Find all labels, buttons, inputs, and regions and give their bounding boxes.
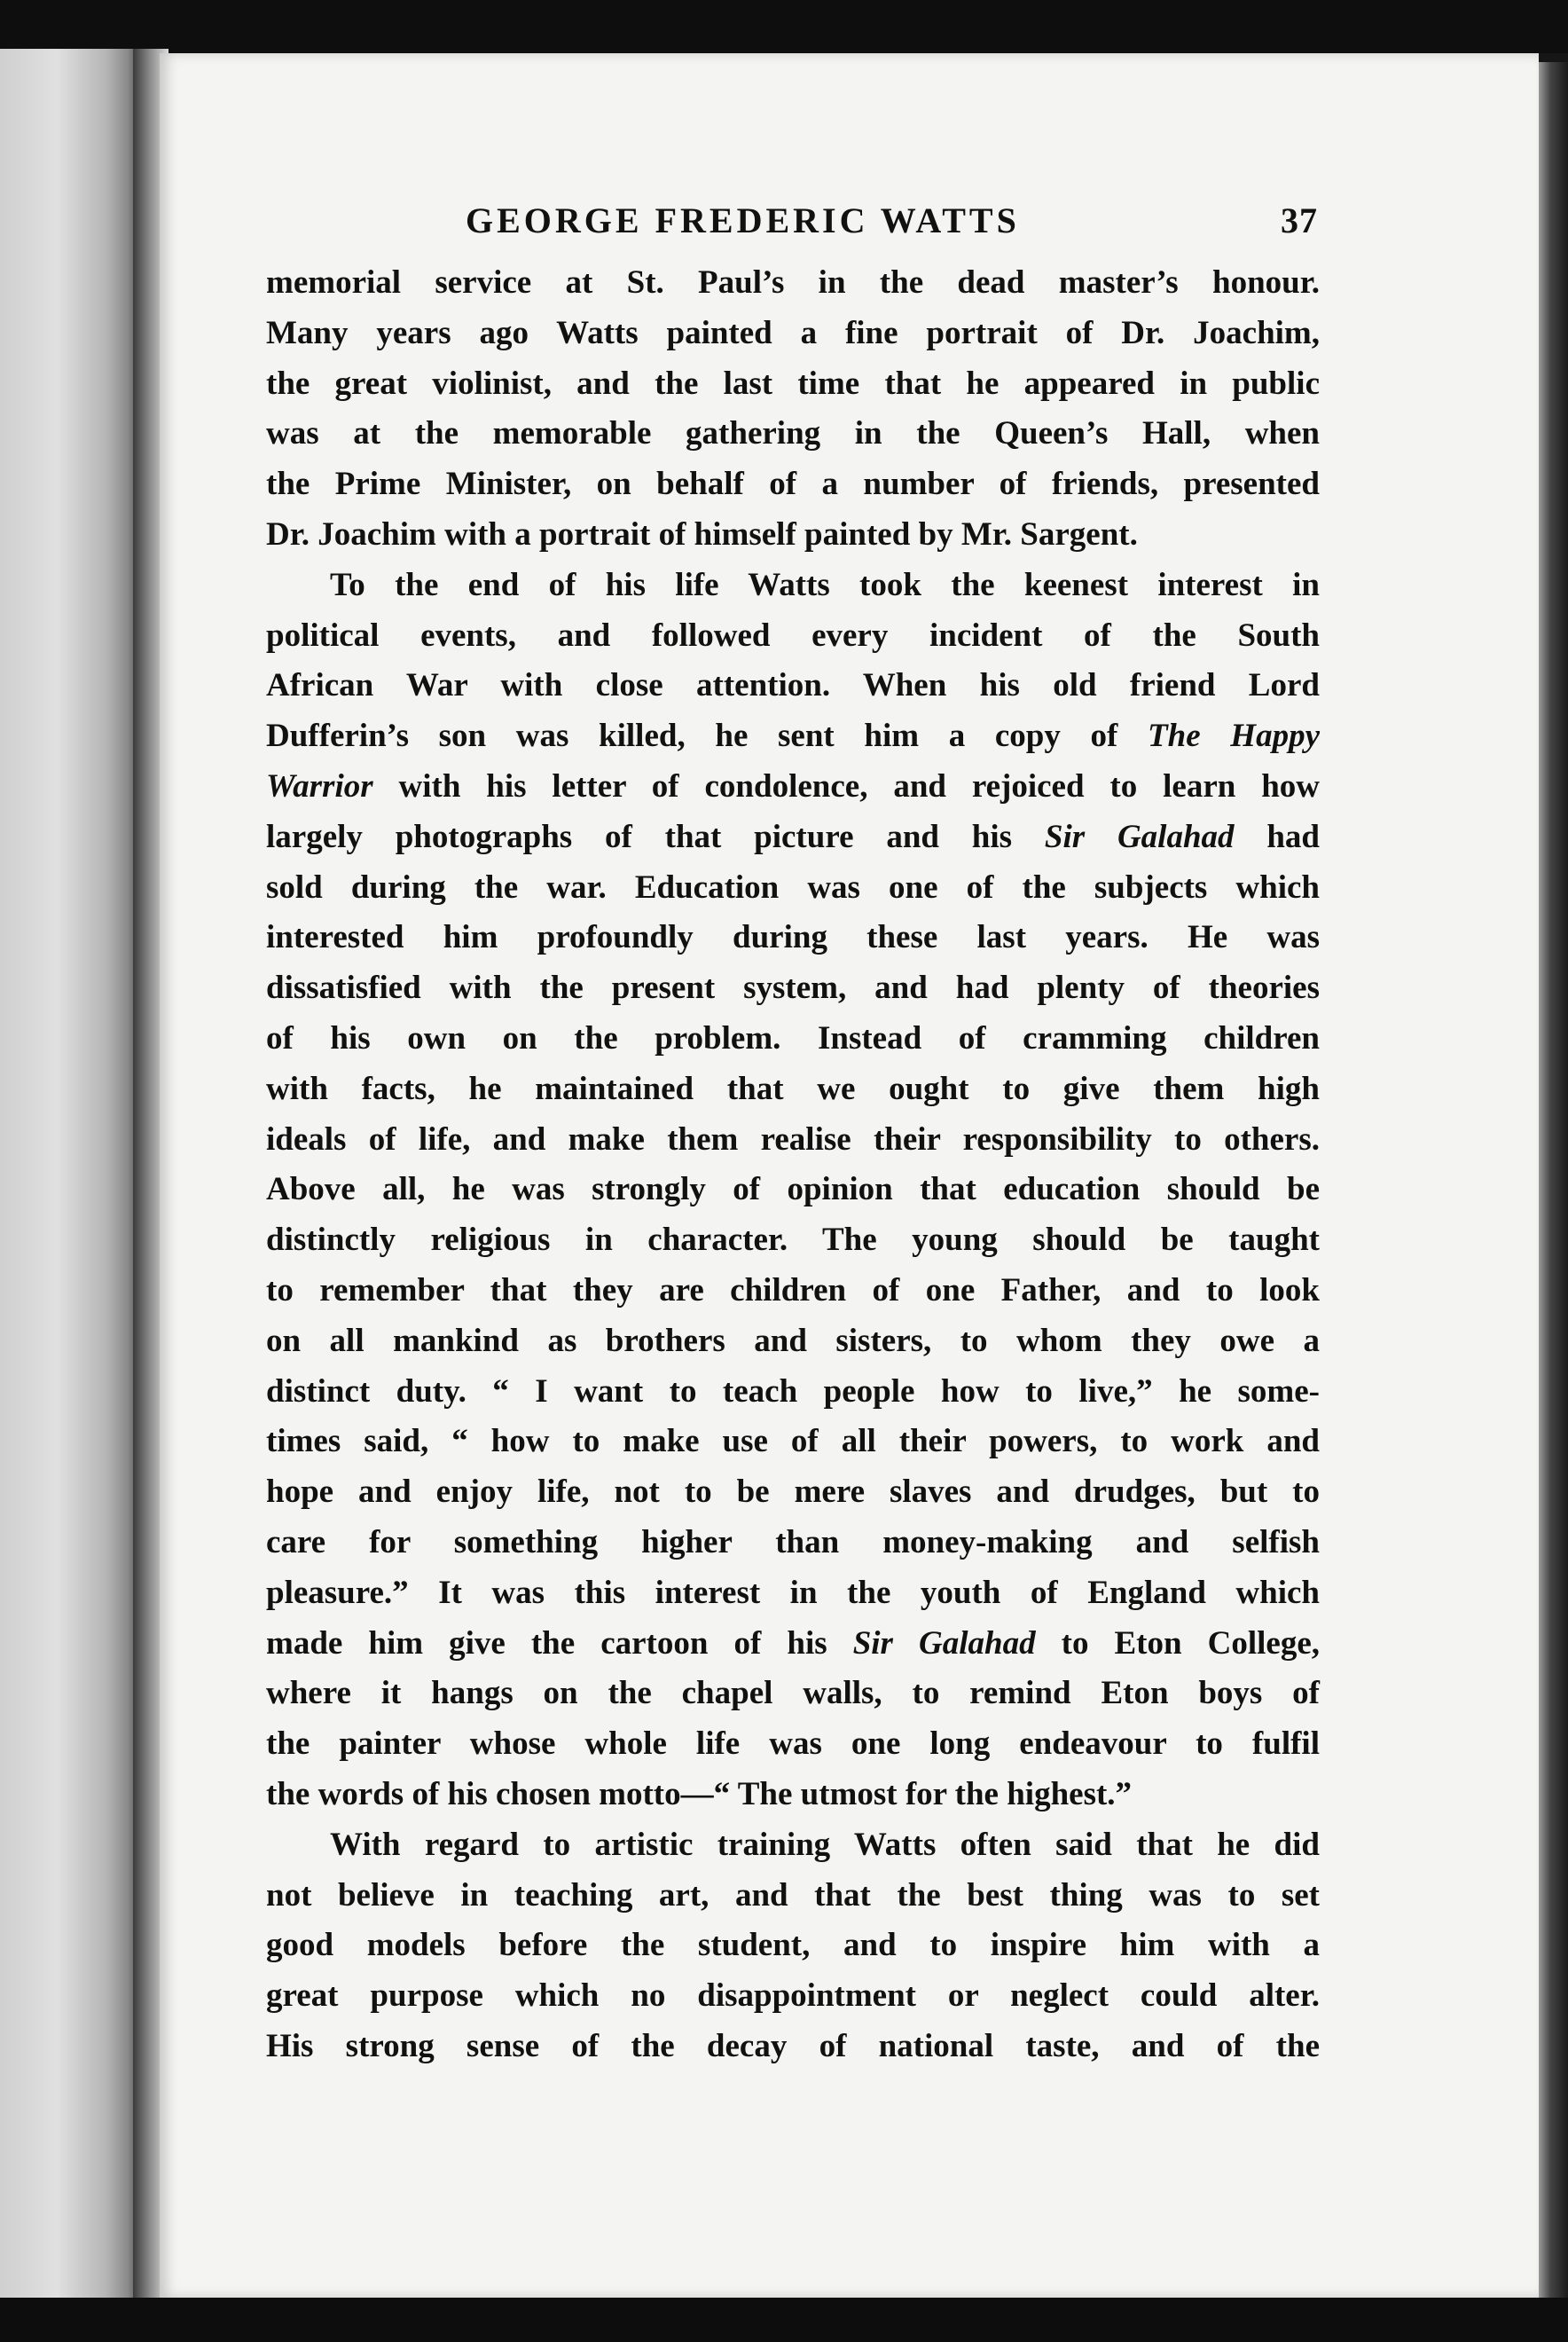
text-line: the painter whose whole life was one long endeavour to fulfil — [266, 1725, 1320, 1763]
page-edge-right — [1539, 62, 1568, 2298]
artwork-title-italic: Sir Galahad — [852, 1624, 1036, 1662]
text-line: With regard to artistic training Watts often said that he did — [330, 1826, 1320, 1863]
text-line: distinctly religious in character. The young should be taught — [266, 1222, 1320, 1259]
artwork-title-italic: Sir Galahad — [1044, 818, 1235, 855]
page-number: 37 — [1281, 200, 1318, 240]
text-line: hope and enjoy life, not to be mere slaves and drudges, but to — [266, 1474, 1320, 1511]
text-run: Dufferin’s son was killed, he sent him a copy of — [266, 718, 1149, 755]
scan-bottom-border — [0, 2298, 1568, 2342]
running-head — [266, 200, 1320, 258]
text-line: was at the memorable gathering in the Queen’s Hall, when — [266, 415, 1320, 452]
text-line: To the end of his life Watts took the keenest interest in — [330, 566, 1320, 603]
page-text — [266, 200, 1320, 2072]
paragraph-3 — [266, 1820, 1320, 2072]
text-line: sold during the war. Education was one of the subjects which — [266, 868, 1320, 906]
text-line: the Prime Minister, on behalf of a number of friends, presented — [266, 466, 1320, 503]
text-line: the words of his chosen motto—“ The utmost for the highest.” — [266, 1775, 1133, 1812]
text-line: good models before the student, and to inspire him with a — [266, 1927, 1320, 1964]
text-line: great purpose which no disappointment or neglect could alter. — [266, 1977, 1320, 2015]
text-line: on all mankind as brothers and sisters, to whom they owe a — [266, 1322, 1320, 1359]
text-line: interested him profoundly during these last years. He was — [266, 919, 1320, 956]
book-title-italic: The Happy — [1148, 718, 1320, 755]
book-title-italic: Warrior — [266, 767, 373, 805]
text-line: Above all, he was strongly of opinion that education should be — [266, 1171, 1320, 1208]
text-line: not believe in teaching art, and that the best thing was to set — [266, 1876, 1320, 1914]
text-line: times said, “ how to make use of all their powers, to work and — [266, 1423, 1320, 1460]
text-line: pleasure.” It was this interest in the youth of England which — [266, 1574, 1320, 1611]
facing-page-edge — [0, 49, 142, 2302]
text-line — [266, 1619, 1320, 1670]
text-line: His strong sense of the decay of national taste, and of the — [266, 2027, 1320, 2064]
text-line: dissatisfied with the present system, and had plenty of theories — [266, 970, 1320, 1007]
text-run: to Eton College, — [1035, 1624, 1320, 1662]
text-line: with facts, he maintained that we ought to give them high — [266, 1070, 1320, 1107]
text-line: African War with close attention. When his old friend Lord — [266, 667, 1320, 704]
paragraph-1 — [266, 258, 1320, 561]
text-line: Many years ago Watts painted a fine portrait of Dr. Joachim, — [266, 314, 1320, 351]
text-line: to remember that they are children of one Father, and to look — [266, 1271, 1320, 1309]
paragraph-2 — [266, 561, 1320, 1820]
text-line: distinct duty. “ I want to teach people how to live,” he some- — [266, 1372, 1320, 1410]
text-line: the great violinist, and the last time that he appeared in public — [266, 365, 1320, 402]
text-run: largely photographs of that picture and his — [266, 818, 1045, 855]
text-line — [266, 813, 1320, 863]
scan-top-border — [0, 0, 1568, 53]
text-line: of his own on the problem. Instead of cramming children — [266, 1019, 1320, 1057]
text-run: had — [1234, 818, 1321, 855]
text-line: Dr. Joachim with a portrait of himself painted by Mr. Sargent. — [266, 515, 1138, 553]
running-title: GEORGE FREDERIC WATTS — [466, 200, 1020, 240]
text-line — [266, 711, 1320, 762]
text-run: made him give the cartoon of his — [266, 1624, 853, 1662]
text-run: with his letter of condolence, and rejoiced to learn how — [372, 767, 1320, 805]
text-line: ideals of life, and make them realise their responsibility to others. — [266, 1120, 1320, 1158]
text-line: political events, and followed every incident of the South — [266, 617, 1320, 654]
text-line: memorial service at St. Paul’s in the dead master’s honour. — [266, 264, 1320, 301]
text-line — [266, 762, 1320, 813]
text-line: where it hangs on the chapel walls, to remind Eton boys of — [266, 1675, 1320, 1712]
text-line: care for something higher than money-making and selfish — [266, 1523, 1320, 1560]
